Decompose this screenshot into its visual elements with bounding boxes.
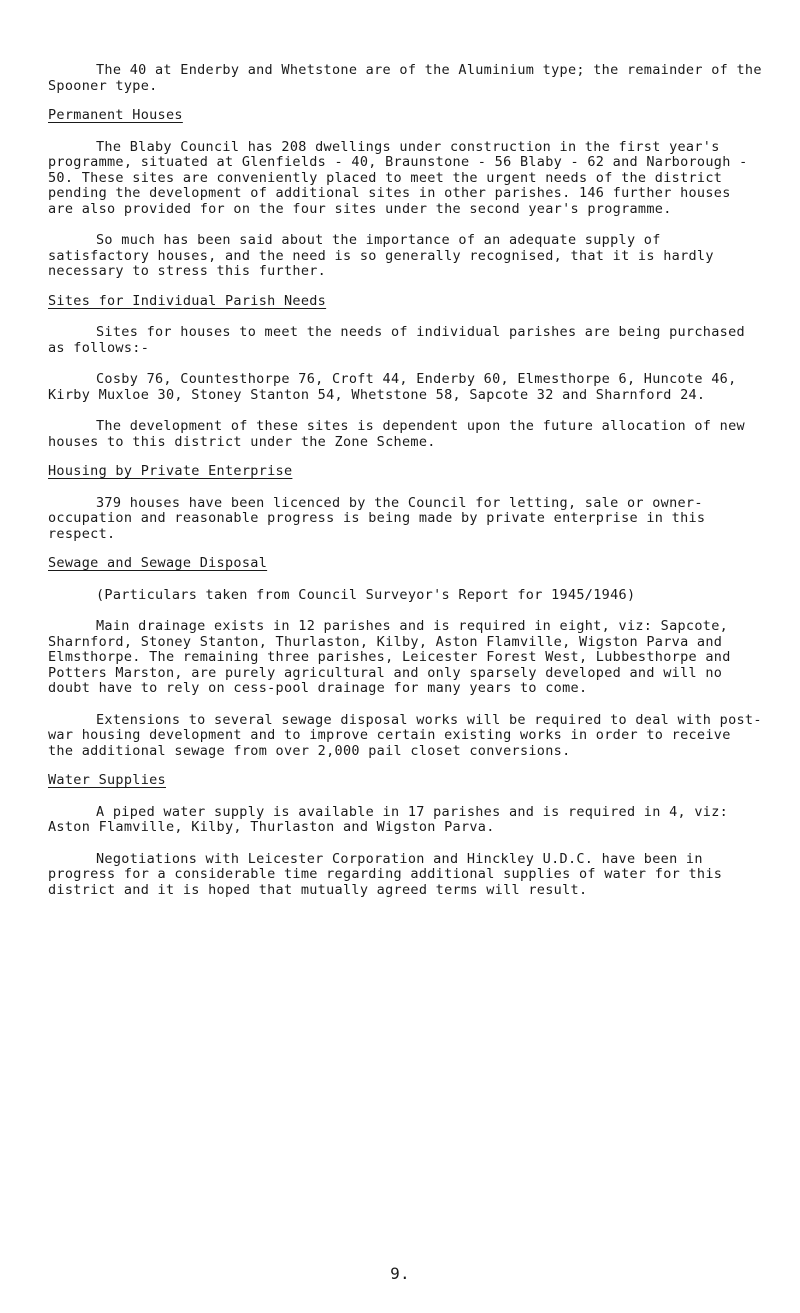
heading-water-supplies: Water Supplies (48, 772, 166, 788)
heading-sites-for-parish-needs: Sites for Individual Parish Needs (48, 292, 327, 309)
permanent-houses-paragraph-2: So much has been said about the importance of an adequate supply of satisfactory houses, and the need is so generally recognised, that it is hardly necessary to stress this further. (48, 232, 714, 279)
heading-sewage-disposal: Sewage and Sewage Disposal (48, 555, 268, 571)
intro-paragraph: The 40 at Enderby and Whetstone are of the Aluminium type; the remainder of the Spooner type. (48, 62, 762, 94)
sites-parish-list: Cosby 76, Countesthorpe 76, Croft 44, Enderby 60, Elmesthorpe 6, Huncote 46, Kirby Muxloe 30, Stoney Stanton 54, Whetstone 58, Sapcote 32 and Sharnford 24. (48, 371, 737, 403)
sewage-paragraph-extensions: Extensions to several sewage disposal works will be required to deal with post-war housing development and to improve certain existing works in order to receive the additional sewage from over 2,000 pail closet conversions. (48, 711, 762, 759)
sewage-paragraph-main-drainage: Main drainage exists in 12 parishes and is required in eight, viz: Sapcote, Sharnford, Stoney Stanton, Thurlaston, Kilby, Aston Flamville, Wigston Parva and Elmsthorpe. The remaining three parishes, Leicester Forest West, Lubbesthorpe and Potters Marston, are purely agricultural and only sparsely developed and will no doubt have to rely on cess-pool drainage for many years to come. (48, 618, 731, 696)
water-paragraph-2: Negotiations with Leicester Corporation and Hinckley U.D.C. have been in progress for a considerable time regarding additional supplies of water for this district and it is hoped that mutually agreed terms will result. (48, 850, 723, 898)
sites-paragraph-1: Sites for houses to meet the needs of individual parishes are being purchased as follows:- (48, 324, 745, 356)
private-enterprise-paragraph: 379 houses have been licenced by the Council for letting, sale or owner-occupation and reasonable progress is being made by private enterprise in this respect. (48, 494, 706, 542)
heading-permanent-houses: Permanent Houses (48, 107, 183, 123)
permanent-houses-paragraph-1: The Blaby Council has 208 dwellings under construction in the first year's programme, situated at Glenfields - 40, Braunstone - 56 Blaby - 62 and Narborough - 50. These sites are conveniently placed to meet the urgent needs of the district pending the development of additional sites in other parishes. 146 further houses are also provided for on the four sites under the second year's programme. (48, 138, 748, 217)
sites-paragraph-3: The development of these sites is dependent upon the future allocation of new houses to this district under the Zone Scheme. (48, 418, 745, 450)
water-paragraph-1: A piped water supply is available in 17 parishes and is required in 4, viz: Aston Flamville, Kilby, Thurlaston and Wigston Parva. (48, 803, 729, 835)
sewage-source-note: (Particulars taken from Council Surveyor's Report for 1945/1946) (96, 586, 636, 603)
page-number: 9. (390, 1264, 410, 1283)
heading-private-enterprise: Housing by Private Enterprise (48, 463, 293, 479)
